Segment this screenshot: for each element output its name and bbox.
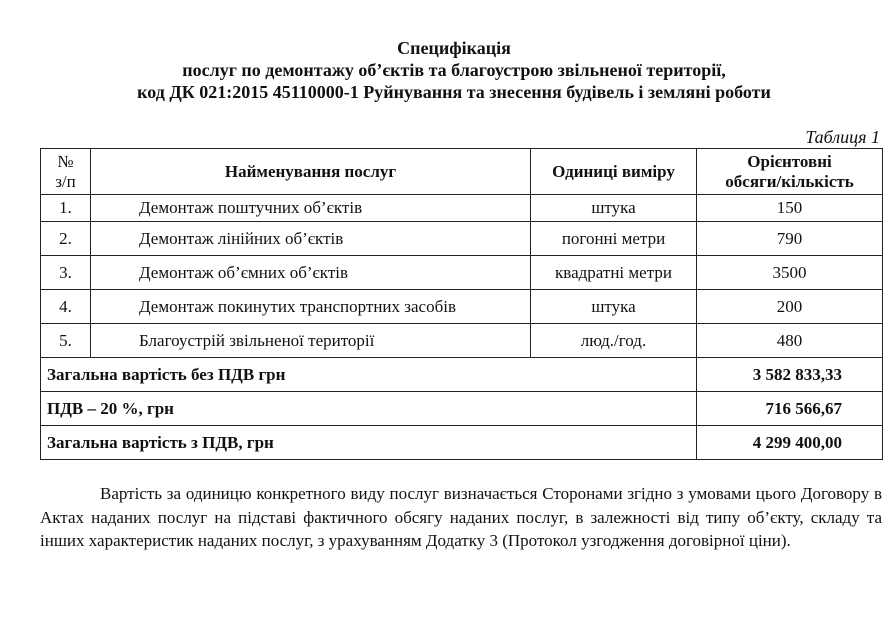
table-row [41, 222, 883, 256]
row-num: 5. [41, 324, 91, 358]
row-quantity: 480 [697, 324, 883, 358]
total-with-vat-value: 4 299 400,00 [697, 426, 883, 460]
row-quantity: 790 [697, 222, 883, 256]
document-title: Специфікація [397, 38, 511, 58]
row-num: 4. [41, 290, 91, 324]
vat-label: ПДВ – 20 %, грн [41, 392, 697, 426]
table-caption: Таблиця 1 [805, 127, 880, 147]
header-unit: Одиниці виміру [531, 149, 697, 195]
table-header-row [41, 149, 883, 195]
row-unit: погонні метри [531, 222, 697, 256]
header-num: № з/п [41, 149, 91, 195]
header-qty: Орієнтовні обсяги/кількість [697, 149, 883, 195]
vat-row [41, 392, 883, 426]
row-unit: штука [531, 195, 697, 222]
row-num: 2. [41, 222, 91, 256]
specification-table [40, 148, 883, 460]
row-service-name: Демонтаж лінійних об’єктів [91, 222, 531, 256]
header-name: Найменування послуг [91, 149, 531, 195]
row-service-name: Демонтаж покинутих транспортних засобів [91, 290, 531, 324]
vat-value: 716 566,67 [697, 392, 883, 426]
row-unit: штука [531, 290, 697, 324]
total-without-vat-value: 3 582 833,33 [697, 358, 883, 392]
document-subtitle-line-1: послуг по демонтажу об’єктів та благоустрою звільненої території, [182, 60, 726, 80]
total-without-vat-label: Загальна вартість без ПДВ грн [41, 358, 697, 392]
row-service-name: Демонтаж поштучних об’єктів [91, 195, 531, 222]
row-num: 3. [41, 256, 91, 290]
row-quantity: 200 [697, 290, 883, 324]
table-row [41, 324, 883, 358]
total-without-vat-row [41, 358, 883, 392]
row-unit: люд./год. [531, 324, 697, 358]
row-service-name: Демонтаж об’ємних об’єктів [91, 256, 531, 290]
document-subtitle-line-2: код ДК 021:2015 45110000-1 Руйнування та знесення будівель і земляні роботи [137, 82, 771, 102]
total-with-vat-label: Загальна вартість з ПДВ, грн [41, 426, 697, 460]
row-service-name: Благоустрій звільненої території [91, 324, 531, 358]
row-quantity: 3500 [697, 256, 883, 290]
table-row [41, 256, 883, 290]
table-row [41, 195, 883, 222]
row-unit: квадратні метри [531, 256, 697, 290]
table-row [41, 290, 883, 324]
row-num: 1. [41, 195, 91, 222]
total-with-vat-row [41, 426, 883, 460]
row-quantity: 150 [697, 195, 883, 222]
pricing-note-paragraph: Вартість за одиницю конкретного виду послуг визначається Сторонами згідно з умовами цього Договору в Актах наданих послуг на підставі фактичного обсягу наданих послуг, в залежності від типу об’єкту, складу та інших характеристик наданих послуг, з урахуванням Додатку 3 (Протокол узгодження договірної ціни). [40, 484, 882, 550]
